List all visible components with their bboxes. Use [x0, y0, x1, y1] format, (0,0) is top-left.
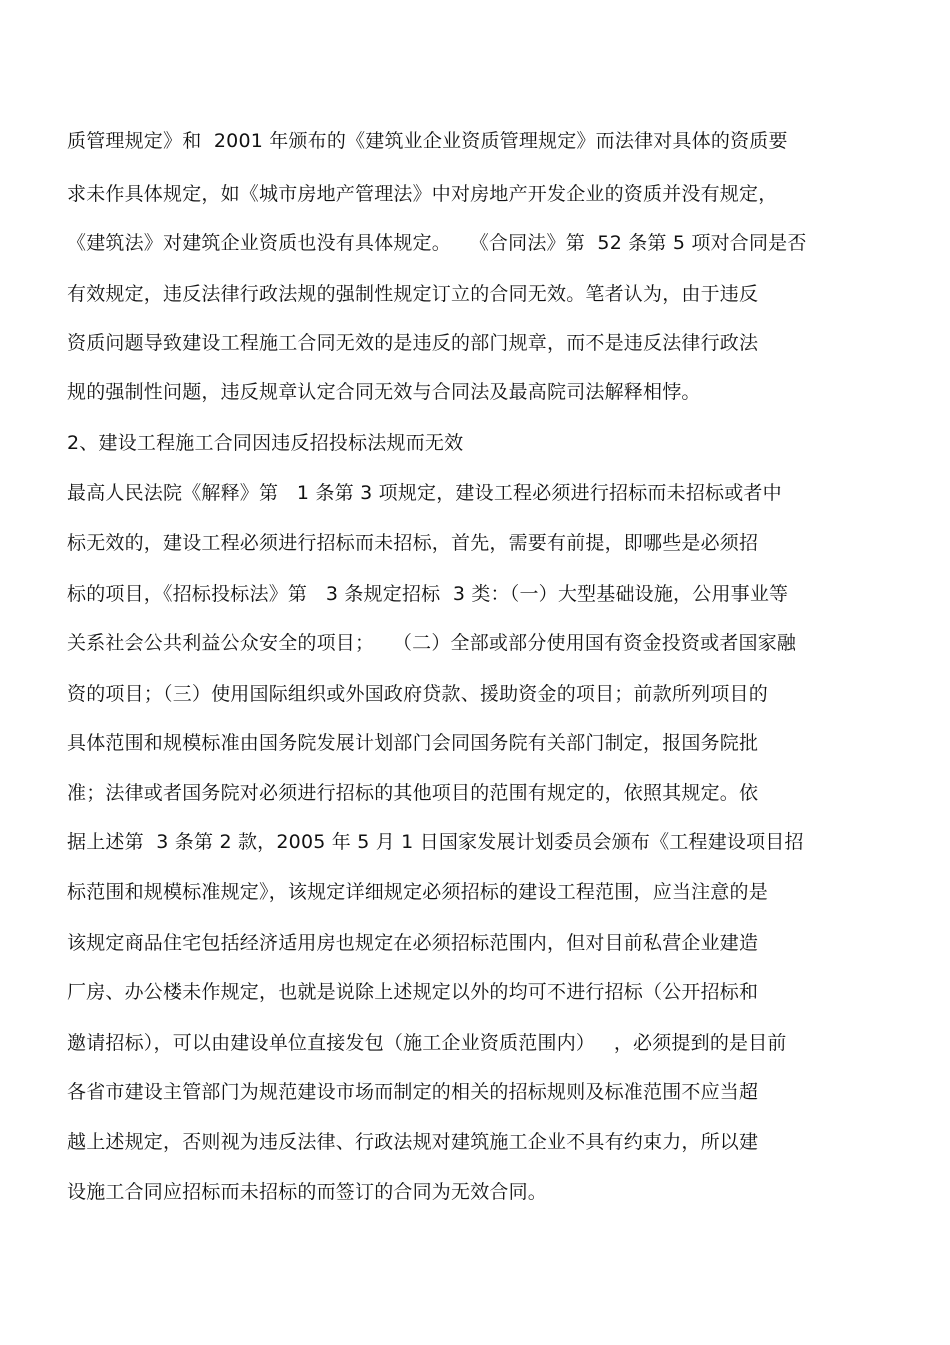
- text-line: 标范围和规模标准规定》，该规定详细规定必须招标的建设工程范围，应当注意的是: [67, 881, 768, 903]
- text-line: 具体范围和规模标准由国务院发展计划部门会同国务院有关部门制定，报国务院批: [67, 732, 759, 754]
- text-line: 《建筑法》对建筑企业资质也没有具体规定。 《合同法》第 52 条第 5 项对合同是否: [67, 232, 807, 254]
- text-line: 规的强制性问题，违反规章认定合同无效与合同法及最高院司法解释相悖。: [67, 381, 701, 403]
- section-heading: 2、建设工程施工合同因违反招投标法规而无效: [67, 432, 464, 454]
- text-line: 资的项目；（三）使用国际组织或外国政府贷款、援助资金的项目；前款所列项目的: [67, 683, 768, 705]
- text-line: 准；法律或者国务院对必须进行招标的其他项目的范围有规定的，依照其规定。依: [67, 782, 759, 804]
- text-line: 越上述规定，否则视为违反法律、行政法规对建筑施工企业不具有约束力，所以建: [67, 1131, 759, 1153]
- text-line: 该规定商品住宅包括经济适用房也规定在必须招标范围内，但对目前私营企业建造: [67, 932, 759, 954]
- text-line: 求未作具体规定，如《城市房地产管理法》中对房地产开发企业的资质并没有规定，: [67, 183, 778, 205]
- text-line: 标无效的，建设工程必须进行招标而未招标，首先，需要有前提，即哪些是必须招: [67, 532, 759, 554]
- text-line: 资质问题导致建设工程施工合同无效的是违反的部门规章，而不是违反法律行政法: [67, 332, 759, 354]
- text-line: 质管理规定》和 2001 年颁布的《建筑业企业资质管理规定》而法律对具体的资质要: [67, 130, 788, 152]
- text-line: 最高人民法院《解释》第 1 条第 3 项规定，建设工程必须进行招标而未招标或者中: [67, 482, 782, 504]
- text-line: 关系社会公共利益公众安全的项目； （二）全部或部分使用国有资金投资或者国家融: [67, 632, 797, 654]
- text-line: 厂房、办公楼未作规定，也就是说除上述规定以外的均可不进行招标（公开招标和: [67, 981, 759, 1003]
- text-line: 邀请招标），可以由建设单位直接发包（施工企业资质范围内） ，必须提到的是目前: [67, 1032, 787, 1054]
- text-line: 有效规定，违反法律行政法规的强制性规定订立的合同无效。笔者认为，由于违反: [67, 283, 759, 305]
- text-line: 据上述第 3 条第 2 款，2005 年 5 月 1 日国家发展计划委员会颁布《工程建设项目招: [67, 831, 804, 853]
- text-line: 设施工合同应招标而未招标的而签订的合同为无效合同。: [67, 1181, 548, 1203]
- text-line: 标的项目，《招标投标法》第 3 条规定招标 3 类：（一）大型基础设施，公用事业等: [67, 583, 789, 605]
- text-line: 各省市建设主管部门为规范建设市场而制定的相关的招标规则及标准范围不应当超: [67, 1081, 759, 1103]
